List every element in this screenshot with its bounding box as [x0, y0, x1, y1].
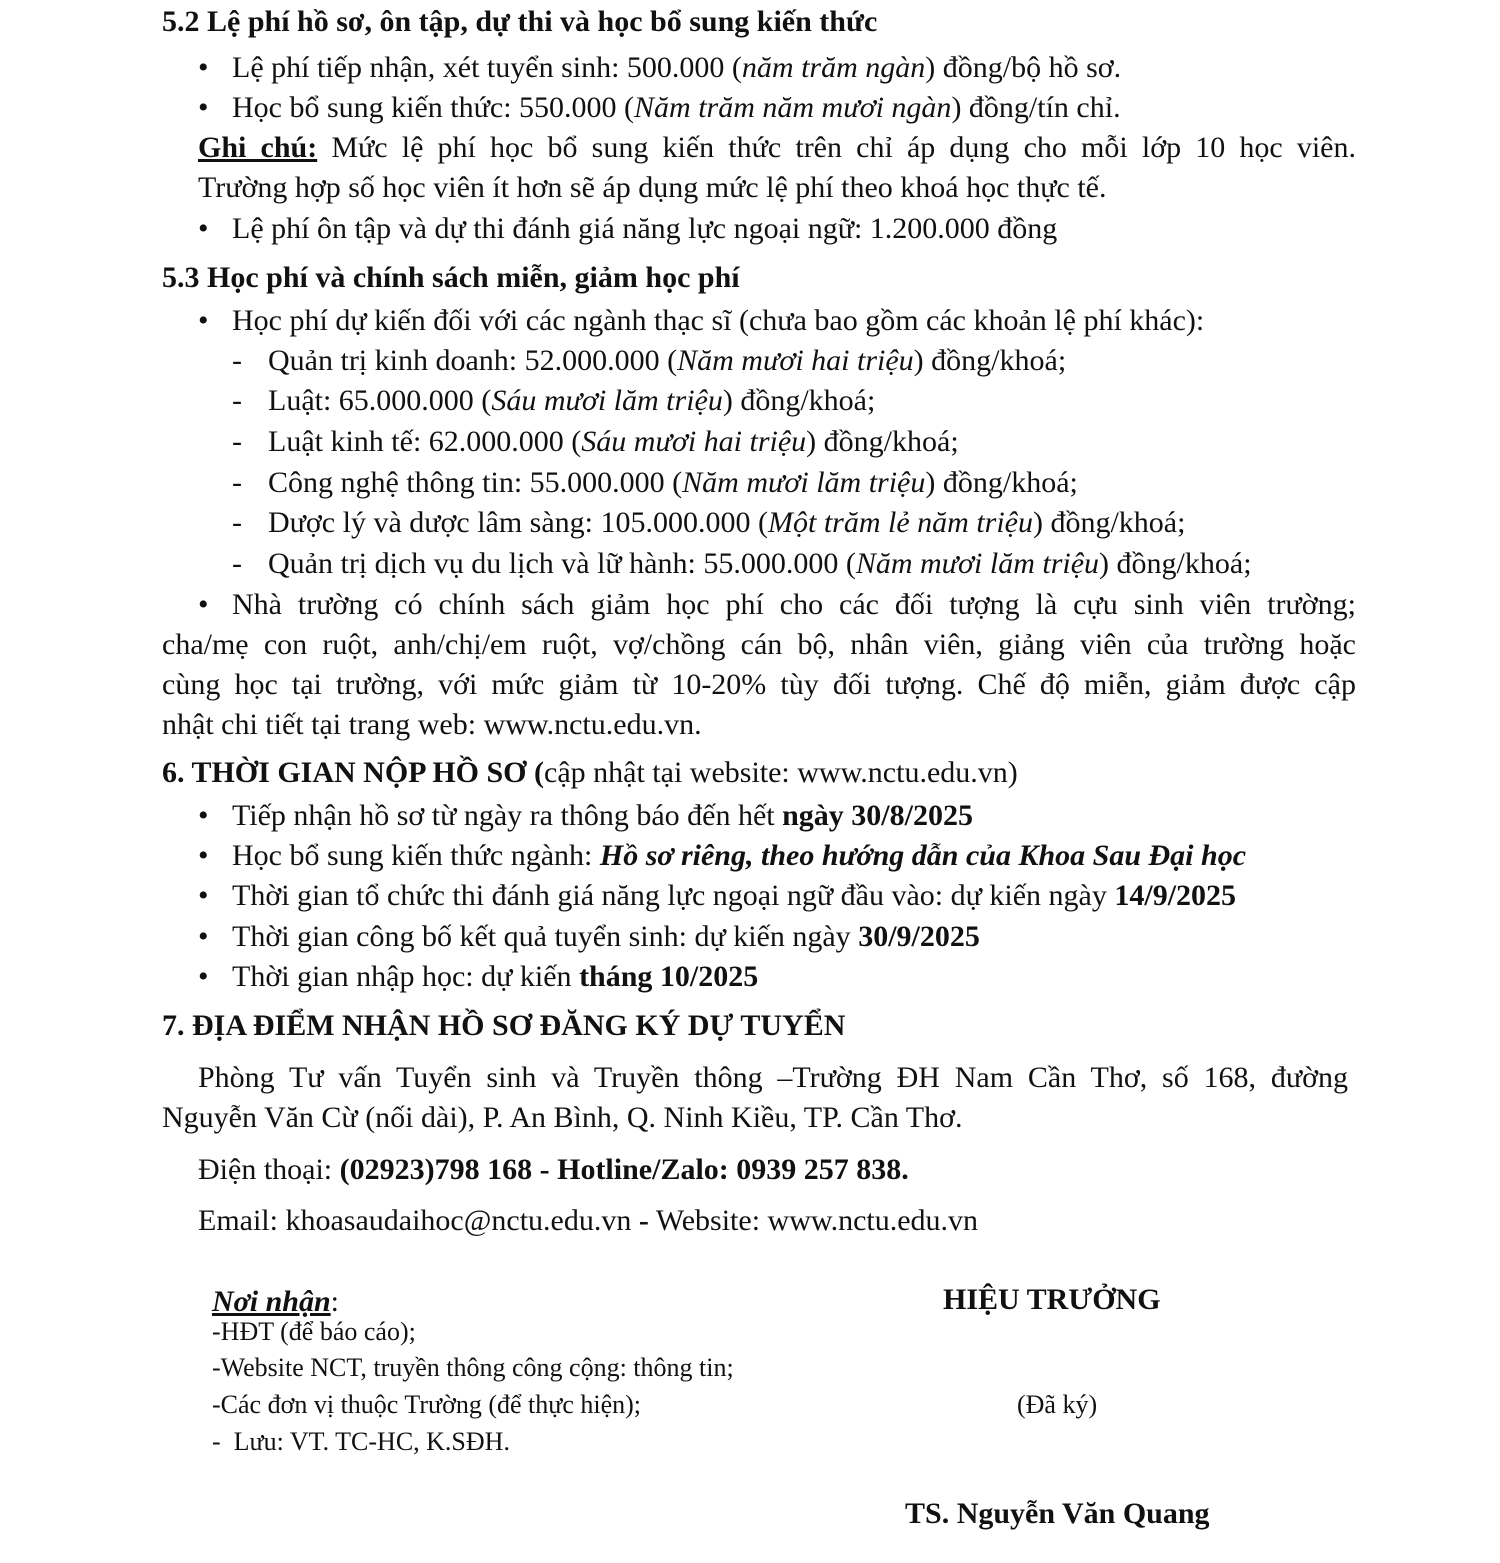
tuition-intro: Học phí dự kiến đối với các ngành thạc sĩ (chưa bao gồm các khoản lệ phí khác):: [232, 304, 1205, 337]
policy-line: nhật chi tiết tại trang web: www.nctu.edu.vn.: [162, 708, 702, 741]
policy-line: Nhà trường có chính sách giảm học phí cho các đối tượng là cựu sinh viên trường;: [232, 588, 1356, 621]
tuition-major: Luật kinh tế: 62.000.000 (Sáu mươi hai triệu) đồng/khoá;: [268, 425, 959, 458]
dash: -: [232, 344, 242, 377]
bullet: •: [198, 839, 209, 872]
recipient-item: -Website NCT, truyền thông công cộng: thông tin;: [212, 1353, 734, 1382]
bullet: •: [198, 799, 209, 832]
signed-note: (Đã ký): [1017, 1390, 1098, 1419]
bullet: •: [198, 91, 209, 124]
bullet: •: [198, 960, 209, 993]
signer-title: HIỆU TRƯỞNG: [943, 1283, 1161, 1316]
timeline-item: Thời gian công bố kết quả tuyển sinh: dự kiến ngày 30/9/2025: [232, 920, 980, 953]
timeline-item: Tiếp nhận hồ sơ từ ngày ra thông báo đến hết ngày 30/8/2025: [232, 799, 973, 832]
bullet: •: [198, 920, 209, 953]
dash: -: [232, 384, 242, 417]
timeline-item: Thời gian nhập học: dự kiến tháng 10/2025: [232, 960, 759, 993]
address-line-1: Phòng Tư vấn Tuyển sinh và Truyền thông –Trường ĐH Nam Cần Thơ, số 168, đường: [198, 1061, 1348, 1094]
tuition-major: Luật: 65.000.000 (Sáu mươi lăm triệu) đồng/khoá;: [268, 384, 876, 417]
fee-supplementary: Học bổ sung kiến thức: 550.000 (Năm trăm năm mươi ngàn) đồng/tín chỉ.: [232, 91, 1121, 124]
contact-email: Email: khoasaudaihoc@nctu.edu.vn - Website: www.nctu.edu.vn: [198, 1204, 979, 1237]
fee-admission: Lệ phí tiếp nhận, xét tuyển sinh: 500.000 (năm trăm ngàn) đồng/bộ hồ sơ.: [232, 51, 1122, 84]
tuition-major: Dược lý và dược lâm sàng: 105.000.000 (Một trăm lẻ năm triệu) đồng/khoá;: [268, 506, 1186, 539]
section-6-heading: 6. THỜI GIAN NỘP HỒ SƠ (cập nhật tại website: www.nctu.edu.vn): [162, 756, 1018, 789]
fee-note-line-2: Trường hợp số học viên ít hơn sẽ áp dụng mức lệ phí theo khoá học thực tế.: [198, 171, 1107, 204]
recipient-item: -HĐT (để báo cáo);: [212, 1317, 416, 1346]
timeline-item: Học bổ sung kiến thức ngành: Hồ sơ riêng, theo hướng dẫn của Khoa Sau Đại học: [232, 839, 1247, 872]
dash: -: [232, 425, 242, 458]
bullet: •: [198, 304, 209, 337]
policy-line: cùng học tại trường, với mức giảm từ 10-20% tùy đối tượng. Chế độ miễn, giảm được cập: [162, 668, 1356, 701]
dash: -: [232, 506, 242, 539]
recipient-item: - Lưu: VT. TC-HC, K.SĐH.: [212, 1427, 510, 1456]
timeline-item: Thời gian tổ chức thi đánh giá năng lực ngoại ngữ đầu vào: dự kiến ngày 14/9/2025: [232, 879, 1237, 912]
signer-name: TS. Nguyễn Văn Quang: [905, 1497, 1210, 1530]
section-5-3-heading: 5.3 Học phí và chính sách miễn, giảm học phí: [162, 261, 740, 294]
section-5-2-heading: 5.2 Lệ phí hồ sơ, ôn tập, dự thi và học bổ sung kiến thức: [162, 5, 878, 38]
policy-line: cha/mẹ con ruột, anh/chị/em ruột, vợ/chồng cán bộ, nhân viên, giảng viên của trường hoặc: [162, 628, 1356, 661]
bullet: •: [198, 879, 209, 912]
recipients-label: Nơi nhận:: [212, 1285, 339, 1318]
bullet: •: [198, 588, 209, 621]
bullet: •: [198, 51, 209, 84]
tuition-major: Công nghệ thông tin: 55.000.000 (Năm mươi lăm triệu) đồng/khoá;: [268, 466, 1078, 499]
dash: -: [232, 466, 242, 499]
recipient-item: -Các đơn vị thuộc Trường (để thực hiện);: [212, 1390, 642, 1419]
fee-language-exam: Lệ phí ôn tập và dự thi đánh giá năng lực ngoại ngữ: 1.200.000 đồng: [232, 212, 1058, 245]
tuition-major: Quản trị kinh doanh: 52.000.000 (Năm mươi hai triệu) đồng/khoá;: [268, 344, 1067, 377]
dash: -: [232, 547, 242, 580]
contact-phone: Điện thoại: (02923)798 168 - Hotline/Zalo: 0939 257 838.: [198, 1153, 909, 1186]
address-line-2: Nguyễn Văn Cừ (nối dài), P. An Bình, Q. Ninh Kiều, TP. Cần Thơ.: [162, 1101, 963, 1134]
bullet: •: [198, 212, 209, 245]
tuition-major: Quản trị dịch vụ du lịch và lữ hành: 55.000.000 (Năm mươi lăm triệu) đồng/khoá;: [268, 547, 1252, 580]
fee-note-line-1: Ghi chú: Mức lệ phí học bổ sung kiến thức trên chỉ áp dụng cho mỗi lớp 10 học viên.: [198, 131, 1356, 164]
section-7-heading: 7. ĐỊA ĐIỂM NHẬN HỒ SƠ ĐĂNG KÝ DỰ TUYỂN: [162, 1009, 846, 1042]
